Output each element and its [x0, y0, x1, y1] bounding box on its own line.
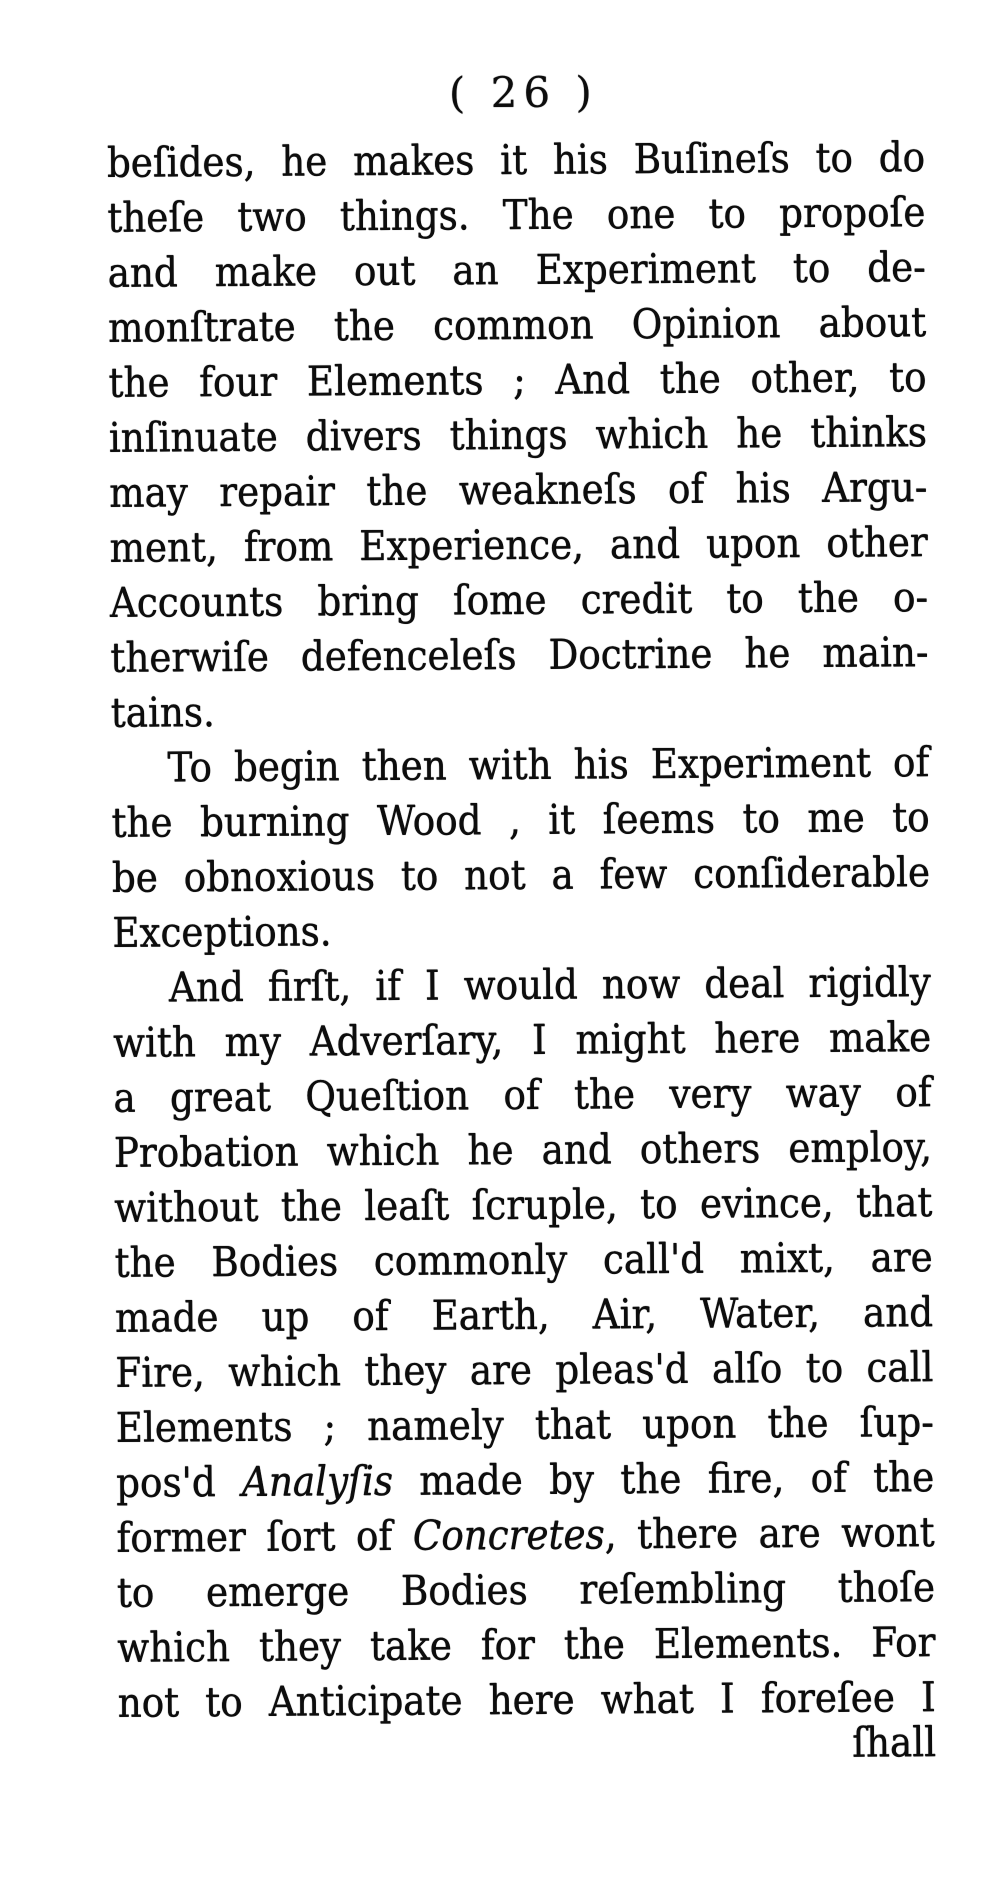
text-segment: made up of Earth, Air, Water, and: [114, 1287, 934, 1342]
text-segment: pos'd: [115, 1457, 243, 1507]
page-number: ( 26 ): [448, 67, 598, 118]
text-line: [109, 405, 927, 466]
italic-term: Concretes: [412, 1510, 605, 1560]
text-segment: may repair the weakneſs of his Argu-: [108, 463, 928, 517]
text-line: [112, 900, 930, 961]
text-line: [107, 240, 925, 301]
text-line: [115, 1395, 933, 1456]
text-segment: And firſt, if I would now deal rigidly: [168, 958, 931, 1012]
text-line: [110, 680, 928, 741]
text-segment: former ſort of: [116, 1511, 413, 1562]
text-line: [114, 1120, 932, 1181]
text-segment: Accounts bring ſome credit to the o-: [109, 573, 929, 627]
text-segment: therwiſe defenceleſs Doctrine he main-: [110, 628, 929, 682]
text-line: [117, 1615, 935, 1676]
text-segment: inſinuate divers things which he thinks: [108, 408, 928, 462]
text-segment: Exceptions.: [112, 907, 332, 957]
text-line: [114, 1175, 932, 1236]
text-segment: the four Elements ; And the other, to: [108, 353, 927, 407]
text-line: [110, 625, 928, 686]
text-segment: without the leaſt ſcruple, to evince, that: [113, 1177, 933, 1232]
text-segment: tains.: [110, 687, 215, 737]
text-segment: made by the fire, of the: [392, 1452, 935, 1505]
text-segment: To begin then with his Experiment of: [167, 738, 930, 792]
text-line: [117, 1670, 935, 1731]
text-segment: to emerge Bodies reſembling thoſe: [116, 1562, 936, 1617]
text-segment: Fire, which they are pleas'd alſo to call: [115, 1342, 934, 1397]
text-line: [115, 1340, 933, 1401]
text-line: [117, 1560, 935, 1621]
text-segment: which they take for the Elements. For: [117, 1617, 936, 1672]
text-line: [113, 1065, 931, 1126]
text-line: [116, 1450, 934, 1511]
text-line: [112, 845, 930, 906]
text-segment: , there are wont: [604, 1507, 935, 1559]
text-line: [112, 955, 930, 1016]
text-segment: with my Adverſary, I might here make: [112, 1013, 932, 1067]
text-line: [111, 790, 929, 851]
text-line: [108, 295, 926, 356]
text-segment: beſides, he makes it his Buſineſs to do: [106, 133, 926, 187]
text-segment: a great Queſtion of the very way of: [113, 1068, 932, 1122]
text-line: [107, 130, 925, 191]
text-segment: be obnoxious to not a few conſiderable: [111, 848, 931, 902]
text-segment: ment, from Experience, and upon other: [109, 518, 928, 572]
text-line: [108, 350, 926, 411]
text-segment: theſe two things. The one to propoſe: [107, 188, 926, 242]
text-line: [111, 735, 929, 796]
text-line: [113, 1010, 931, 1071]
italic-term: Analyſis: [241, 1456, 394, 1506]
body-text: [107, 130, 936, 1771]
text-line: [115, 1285, 933, 1346]
text-line: [109, 460, 927, 521]
text-segment: monſtrate the common Opinion about: [107, 298, 927, 352]
catchword: ſhall: [851, 1717, 937, 1767]
text-line: [110, 570, 928, 631]
text-segment: not to Anticipate here what I foreſee I: [117, 1672, 936, 1727]
text-segment: Elements ; namely that upon the ſup-: [115, 1397, 934, 1452]
text-segment: the Bodies commonly call'd mixt, are: [114, 1232, 933, 1287]
text-line: [116, 1505, 934, 1566]
text-line: [109, 515, 927, 576]
text-segment: Probation which he and others employ,: [113, 1122, 933, 1177]
text-segment: and make out an Experiment to de-: [107, 243, 926, 297]
text-segment: the burning Wood , it ſeems to me to: [111, 793, 930, 847]
text-line: [107, 185, 925, 246]
text-line: [114, 1230, 932, 1291]
